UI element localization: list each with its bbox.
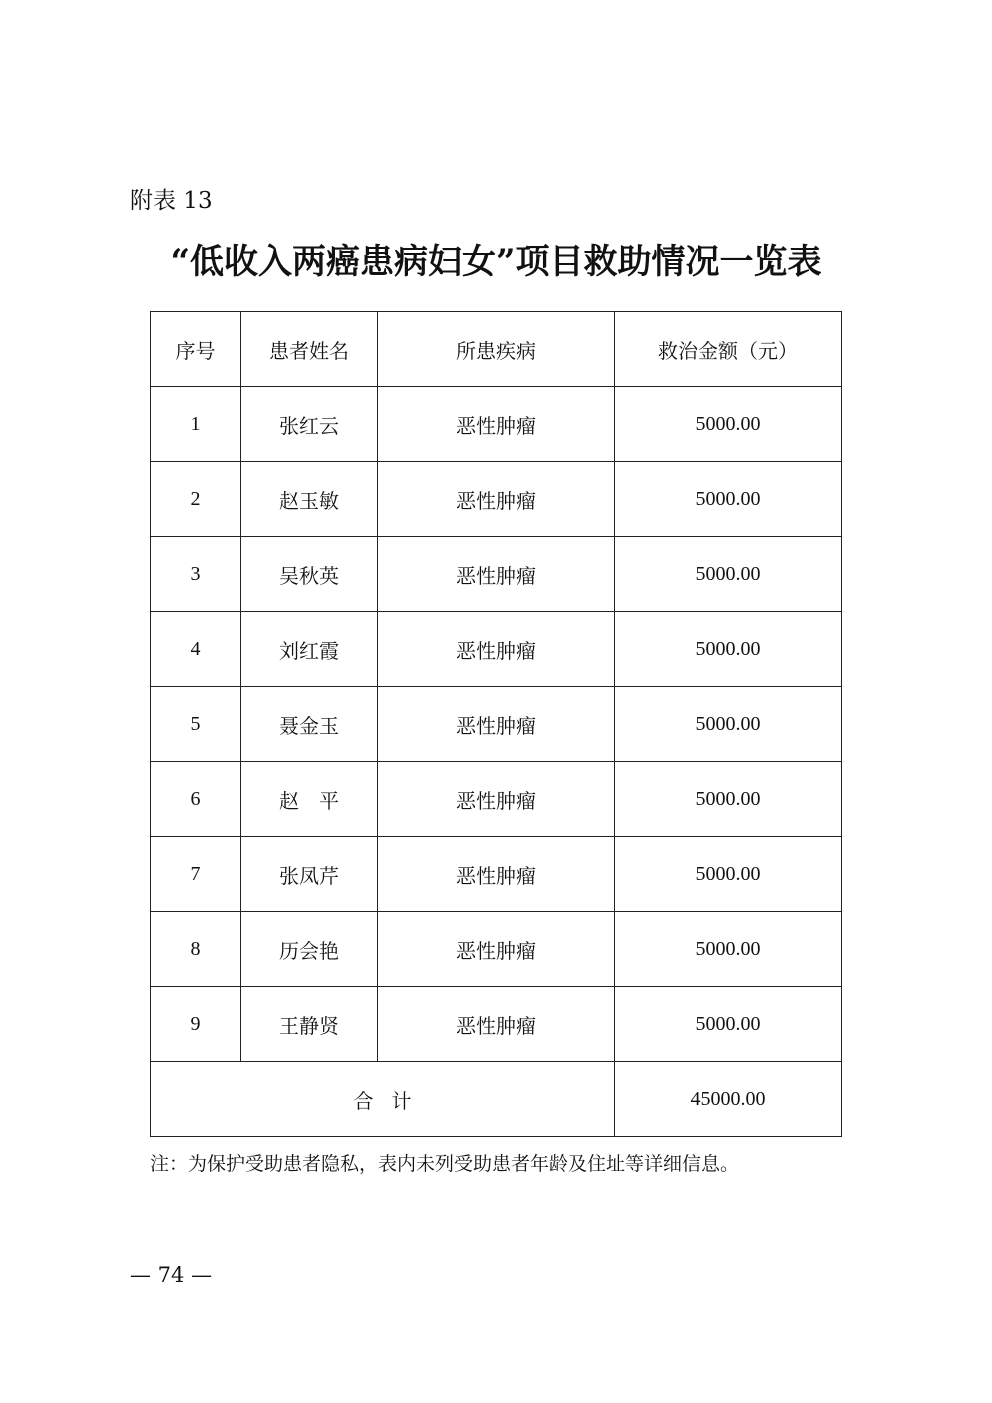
table-row [151,987,842,1062]
row-disease: 恶性肿瘤 [378,612,615,687]
row-amount: 5000.00 [615,537,842,612]
appendix-label: 附表 13 [130,188,213,214]
total-row [151,1062,842,1137]
row-disease: 恶性肿瘤 [378,912,615,987]
page-number: — 74 — [130,1263,213,1287]
row-no: 3 [151,537,241,612]
row-disease: 恶性肿瘤 [378,462,615,537]
row-name: 历会艳 [241,912,378,987]
table-row [151,537,842,612]
total-label: 合计 [151,1062,615,1137]
row-name: 赵玉敏 [241,462,378,537]
row-no: 6 [151,762,241,837]
row-name: 张红云 [241,387,378,462]
row-no: 8 [151,912,241,987]
row-no: 2 [151,462,241,537]
row-no: 7 [151,837,241,912]
row-amount: 5000.00 [615,987,842,1062]
table-row [151,612,842,687]
header-disease: 所患疾病 [378,312,615,387]
row-amount: 5000.00 [615,912,842,987]
row-amount: 5000.00 [615,687,842,762]
row-disease: 恶性肿瘤 [378,537,615,612]
row-no: 4 [151,612,241,687]
row-name: 王静贤 [241,987,378,1062]
row-disease: 恶性肿瘤 [378,762,615,837]
row-name: 吴秋英 [241,537,378,612]
table-row [151,687,842,762]
header-amount: 救治金额（元） [615,312,842,387]
row-amount: 5000.00 [615,462,842,537]
header-no: 序号 [151,312,241,387]
relief-table [150,311,842,1137]
row-no: 9 [151,987,241,1062]
total-amount: 45000.00 [615,1062,842,1137]
row-amount: 5000.00 [615,762,842,837]
row-disease: 恶性肿瘤 [378,837,615,912]
row-amount: 5000.00 [615,387,842,462]
table-header-row [151,312,842,387]
row-no: 5 [151,687,241,762]
page-title: “低收入两癌患病妇女”项目救助情况一览表 [170,242,822,282]
table-row [151,462,842,537]
table-row [151,762,842,837]
row-amount: 5000.00 [615,612,842,687]
table-row [151,387,842,462]
row-name: 赵 平 [241,762,378,837]
row-name: 刘红霞 [241,612,378,687]
row-amount: 5000.00 [615,837,842,912]
table-row [151,837,842,912]
header-name: 患者姓名 [241,312,378,387]
row-disease: 恶性肿瘤 [378,687,615,762]
row-no: 1 [151,387,241,462]
row-disease: 恶性肿瘤 [378,387,615,462]
table-row [151,912,842,987]
privacy-note: 注：为保护受助患者隐私，表内未列受助患者年龄及住址等详细信息。 [150,1153,740,1175]
row-disease: 恶性肿瘤 [378,987,615,1062]
row-name: 张凤芹 [241,837,378,912]
row-name: 聂金玉 [241,687,378,762]
